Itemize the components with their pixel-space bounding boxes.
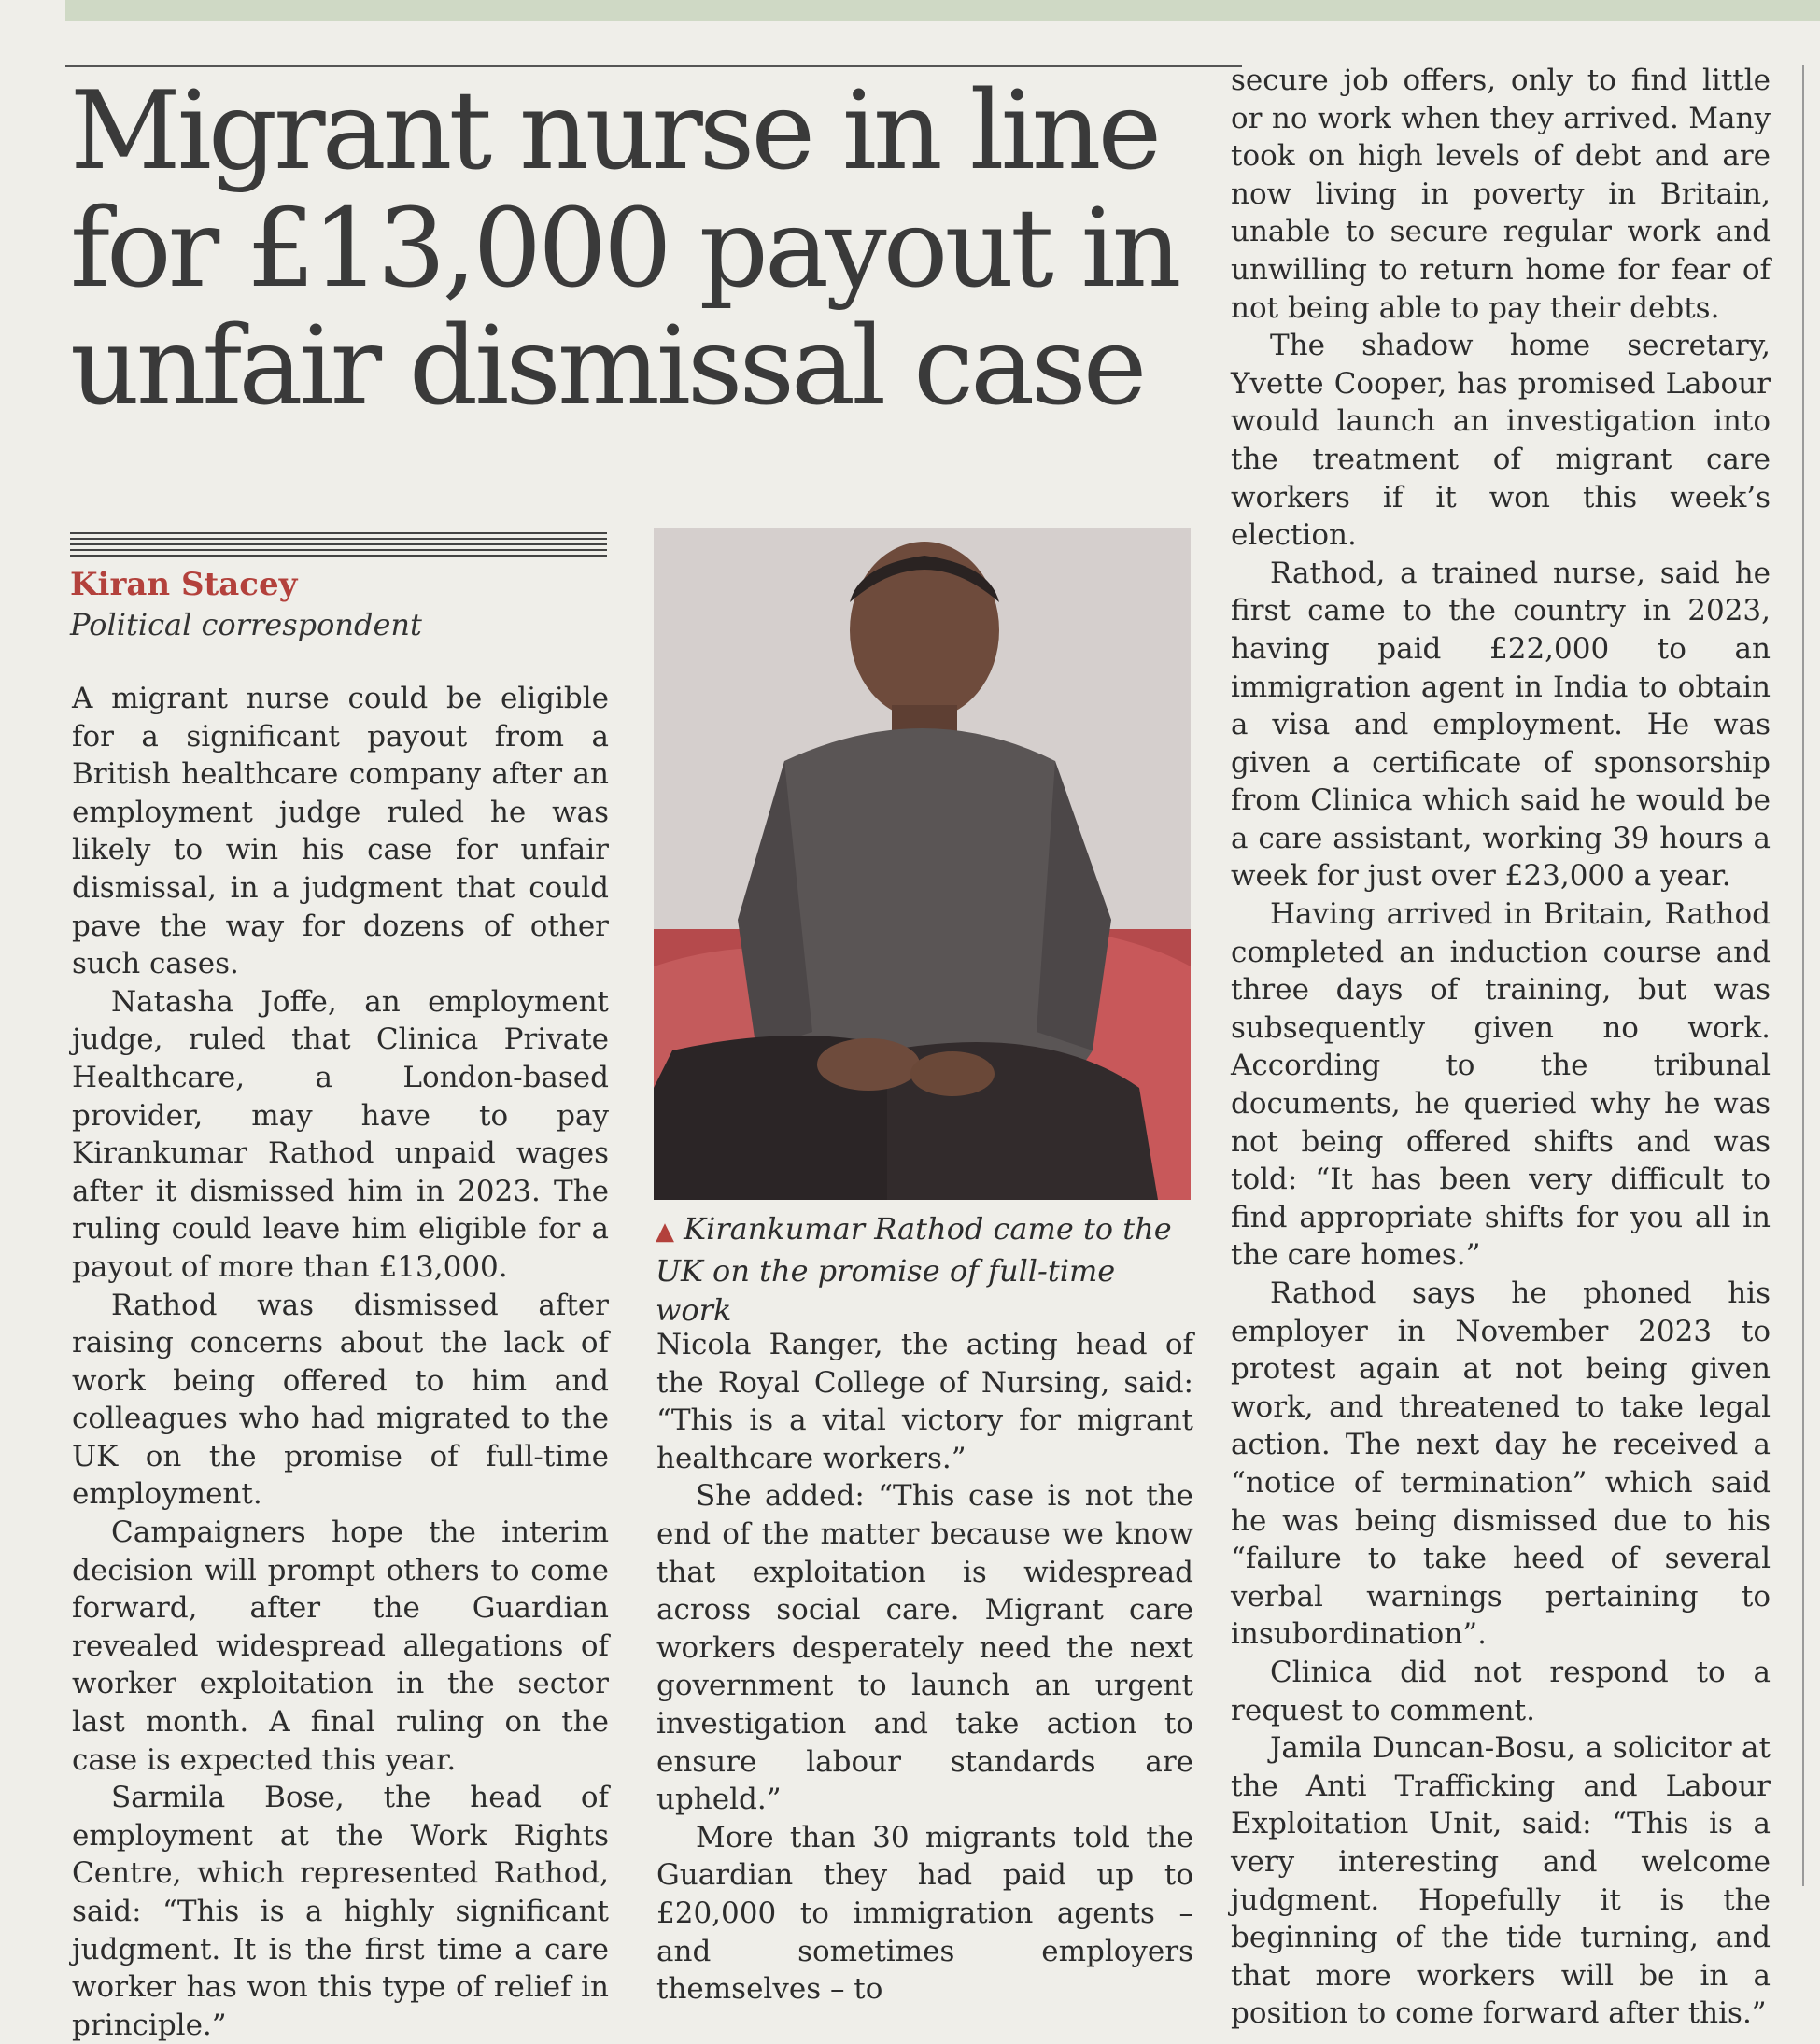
paragraph: secure job offers, only to find little or no work when they arrived. Many took on high levels of debt and are now living in poverty in Britain, unable to secure regular work and unwilling to return home for fear of not being able to pay their debts. [1231, 63, 1771, 325]
paragraph: More than 30 migrants told the Guardian they had paid up to £20,000 to immigration agents – and sometimes employers themselves – to [656, 1820, 1193, 2007]
paragraph: Having arrived in Britain, Rathod completed an induction course and three days of training, but was subsequently given no work. According to the tribunal documents, he queried why he was not being offered shifts and was told: “It has been very difficult to find appropriate shifts for you all in the care homes.” [1231, 897, 1771, 1273]
caption-text: Kirankumar Rathod came to the UK on the promise of full-time work [656, 1211, 1172, 1328]
paragraph: She added: “This case is not the end of the matter because we know that exploitation is widespread across social care. Migrant care workers desperately need the next government to launch an urgent investigation and take action to ensure labour standards are upheld.” [656, 1479, 1193, 1817]
paragraph: Clinica did not respond to a request to comment. [1231, 1655, 1771, 1727]
paragraph: Natasha Joffe, an employment judge, ruled that Clinica Private Healthcare, a London-based provider, may have to pay Kirankumar Rathod unpaid wages after it dismissed him in 2023. The ruling could leave him eligible for a payout of more than £13,000. [72, 984, 609, 1284]
byline-role: Political correspondent [70, 607, 422, 642]
byline-author: Kiran Stacey [70, 566, 298, 603]
paragraph: Jamila Duncan-Bosu, a solicitor at the Anti Trafficking and Labour Exploitation Unit, said: “This is a very interesting and welcome judgment. Hopefully it is the beginning of the tide turning, and that more workers will be in a position to come forward after this.” [1231, 1731, 1771, 2031]
headline-line-2: for £13,000 payout in [70, 186, 1178, 312]
paragraph: Nicola Ranger, the acting head of the Royal College of Nursing, said: “This is a vital victory for migrant healthcare workers.” [656, 1328, 1193, 1475]
paragraph: Campaigners hope the interim decision will prompt others to come forward, after the Guardian revealed widespread allegations of worker exploitation in the sector last month. A final ruling on the case is expected this year. [72, 1515, 609, 1777]
paragraph: Rathod was dismissed after raising concerns about the lack of work being offered to him and colleagues who had migrated to the UK on the promise of full-time employment. [72, 1288, 609, 1512]
column-1 [72, 680, 609, 2044]
headline-line-3: unfair dismissal case [70, 303, 1144, 430]
headline [70, 68, 1237, 430]
headline-line-1: Migrant nurse in line [70, 68, 1159, 194]
paragraph: The shadow home secretary, Yvette Cooper, has promised Labour would launch an investigation into the treatment of migrant care workers if it won this week’s election. [1231, 329, 1771, 553]
photo-caption [656, 1209, 1197, 1330]
portrait-photo [654, 528, 1191, 1200]
paragraph: Rathod says he phoned his employer in November 2023 to protest again at not being given work, and threatened to take legal action. The next day he received a “notice of termination” which said he was being dismissed due to his “failure to take heed of several verbal warnings pertaining to insubordination”. [1231, 1276, 1771, 1652]
portrait-illustration [654, 528, 1191, 1200]
column-rule [1802, 65, 1804, 1886]
caption-triangle-icon: ▲ [656, 1218, 674, 1246]
top-colour-bar [65, 0, 1820, 21]
column-3 [1231, 62, 1771, 2033]
column-2 [656, 1326, 1193, 2009]
top-rule [65, 65, 1242, 67]
paragraph: Sarmila Bose, the head of employment at the Work Rights Centre, which represented Rathod, said: “This is a highly significant judgment. It is the first time a care worker has won this type of relief in principle.” [72, 1781, 609, 2042]
paragraph: Rathod, a trained nurse, said he first came to the country in 2023, having paid £22,000 to an immigration agent in India to obtain a visa and employment. He was given a certificate of sponsorship from Clinica which said he would be a care assistant, working 39 hours a week for just over £23,000 a year. [1231, 556, 1771, 894]
byline-rules [70, 532, 607, 557]
paragraph: A migrant nurse could be eligible for a significant payout from a British healthcare company after an employment judge ruled he was likely to win his case for unfair dismissal, in a judgment that could pave the way for dozens of other such cases. [72, 682, 609, 981]
